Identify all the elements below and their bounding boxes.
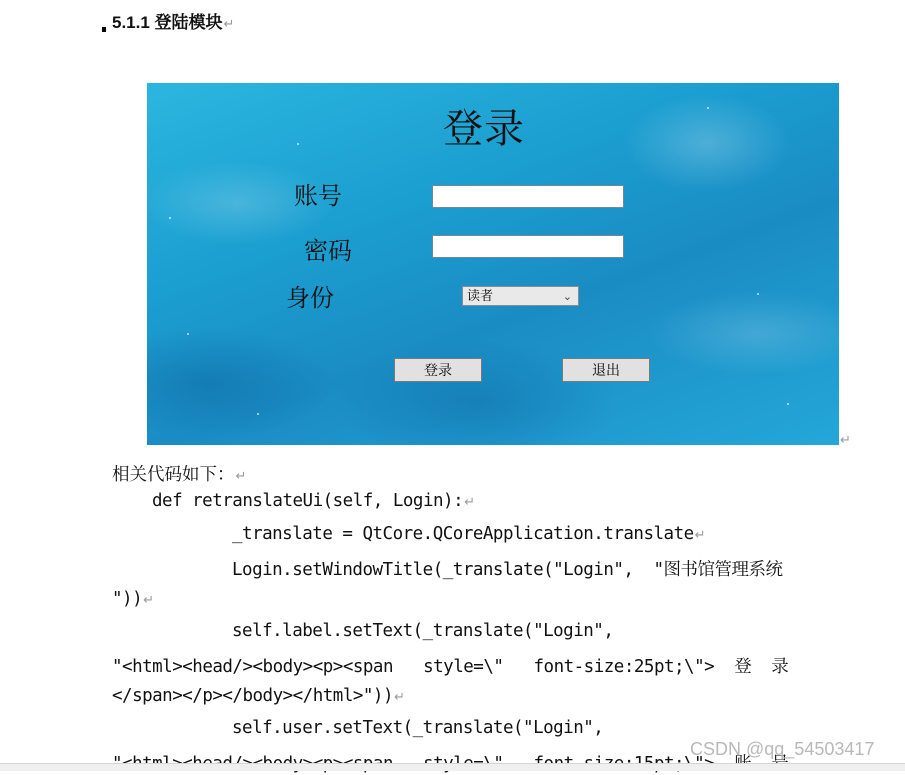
code-line <box>232 621 613 641</box>
chevron-down-icon: ⌄ <box>562 290 572 303</box>
paragraph-mark: ↵ <box>143 593 154 608</box>
login-title: 登录 <box>443 106 525 152</box>
code-line <box>152 491 475 511</box>
exit-button[interactable]: 退出 <box>562 358 650 382</box>
code-text: ")) <box>112 589 143 609</box>
paragraph-mark: ↵ <box>394 690 405 705</box>
paragraph-mark: ↵ <box>235 469 247 484</box>
code-text: _translate = QtCore.QCoreApplication.translate <box>232 524 694 544</box>
password-input[interactable] <box>432 235 624 258</box>
identity-select[interactable] <box>462 286 579 306</box>
watermark: CSDN @qq_54503417 <box>690 739 875 759</box>
paragraph-mark: ↵ <box>464 495 475 510</box>
heading-bullet <box>102 27 106 32</box>
code-text: self.user.setText(_translate("Login", <box>232 718 604 738</box>
account-input[interactable] <box>432 185 624 208</box>
identity-label: 身份 <box>286 284 334 312</box>
code-text: "<html><head/><body><p><span style=\" font-size:25pt;\"> 登 录 <box>112 657 789 677</box>
section-heading-text: 5.1.1 登陆模块 <box>112 13 223 32</box>
caption-text: 相关代码如下： <box>112 465 235 485</box>
code-text: def retranslateUi(self, Login): <box>152 491 464 511</box>
paragraph-mark: ↵ <box>694 528 706 543</box>
code-line <box>232 718 603 738</box>
image-paragraph-mark: ↵ <box>840 433 851 448</box>
login-window-screenshot <box>147 83 839 445</box>
code-line <box>232 556 783 581</box>
code-line <box>112 589 154 609</box>
section-heading <box>112 8 234 33</box>
code-line <box>232 524 705 544</box>
login-button[interactable]: 登录 <box>394 358 482 382</box>
code-text: self.label.setText(_translate("Login", <box>232 621 614 641</box>
account-label: 账号 <box>294 182 342 210</box>
code-text: </span></p></body></html>")) <box>112 686 394 706</box>
identity-select-value: 读者 <box>467 289 494 304</box>
code-line <box>112 686 404 706</box>
password-label: 密码 <box>304 237 352 265</box>
code-line <box>112 653 788 678</box>
code-text: Login.setWindowTitle(_translate("Login", "图书馆管理系统 <box>232 560 783 580</box>
caption-line <box>112 461 246 486</box>
paragraph-mark: ↵ <box>223 17 235 32</box>
